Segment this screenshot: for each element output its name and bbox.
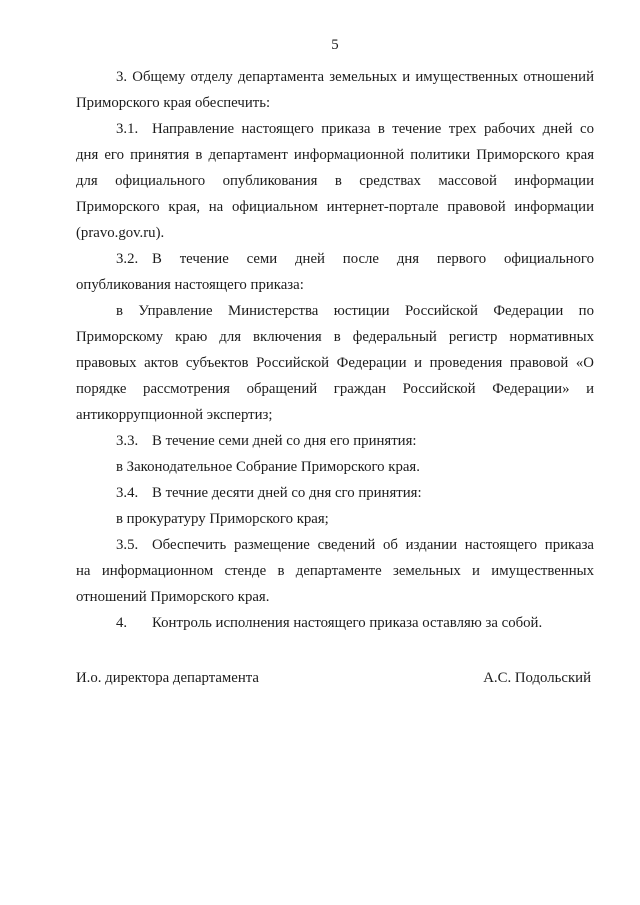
paragraph-prosecutor [76, 506, 594, 532]
text-line [76, 454, 594, 480]
signatory-name: А.С. Подольский [483, 670, 591, 686]
item-number: 3.3. [116, 433, 139, 449]
text-line [76, 116, 594, 142]
text-line [76, 298, 594, 324]
text-line [76, 532, 594, 558]
line-text: правовых актов субъектов Российской Федерации и проведения правовой «О [76, 355, 594, 371]
paragraph-3-1 [76, 116, 594, 246]
line-text: для официального опубликования в средствах массовой информации [76, 173, 594, 189]
item-number: 4. [116, 615, 128, 631]
text-line [76, 350, 594, 376]
text-line [76, 376, 594, 402]
text-line [76, 402, 594, 428]
paragraph-ministry-of-justice [76, 298, 594, 428]
text-line [76, 194, 594, 220]
paragraph-3-4 [76, 480, 594, 506]
paragraph-3-2 [76, 246, 594, 298]
line-text: Направление настоящего приказа в течение трех рабочих дней со [152, 121, 594, 137]
line-text: в Управление Министерства юстиции Российской Федерации по [116, 303, 594, 319]
document-body [76, 64, 594, 691]
text-line [76, 64, 594, 90]
line-text: В течение семи дней после дня первого официального [152, 251, 594, 267]
paragraph-3-5 [76, 532, 594, 610]
line-text: порядке рассмотрения обращений граждан Российской Федерации» и [76, 381, 594, 397]
text-line [76, 584, 594, 610]
text-line [76, 558, 594, 584]
text-line [76, 246, 594, 272]
line-text: Обеспечить размещение сведений об издании настоящего приказа [152, 537, 594, 553]
paragraph-legislative-assembly [76, 454, 594, 480]
line-text: Приморского края, на официальном интернет-портале правовой информации [76, 199, 594, 215]
text-line [76, 506, 594, 532]
line-text: Контроль исполнения настоящего приказа оставляю за собой. [152, 615, 543, 631]
item-number: 3.2. [116, 251, 139, 267]
paragraph-3-3 [76, 428, 594, 454]
text-line [76, 428, 594, 454]
item-number: 3.4. [116, 485, 139, 501]
signature-block [76, 665, 594, 691]
line-text: в прокуратуру Приморского края; [116, 511, 329, 527]
text-line [76, 272, 594, 298]
line-text: антикоррупционной экспертиз; [76, 407, 273, 423]
text-line [76, 168, 594, 194]
text-line [76, 610, 594, 636]
line-text: Приморского края обеспечить: [76, 95, 271, 111]
line-text: В течние десяти дней со дня сго принятия: [152, 485, 422, 501]
line-text: 3. Общему отделу департамента земельных и имущественных отношений [116, 69, 594, 85]
paragraph-3 [76, 64, 594, 116]
line-text: дня его принятия в департамент информационной политики Приморского края [76, 147, 594, 163]
item-number: 3.1. [116, 121, 139, 137]
text-line [76, 142, 594, 168]
line-text: отношений Приморского края. [76, 589, 270, 605]
text-line [76, 220, 594, 246]
text-line [76, 324, 594, 350]
page-number: 5 [331, 37, 339, 53]
item-number: 3.5. [116, 537, 139, 553]
line-text: Приморскому краю для включения в федеральный регистр нормативных [76, 329, 594, 345]
paragraph-4 [76, 610, 594, 636]
line-text: В течение семи дней со дня его принятия: [152, 433, 417, 449]
line-text: в Законодательное Собрание Приморского края. [116, 459, 420, 475]
signatory-position: И.о. директора департамента [76, 670, 259, 686]
text-line [76, 480, 594, 506]
line-text: на информационном стенде в департаменте земельных и имущественных [76, 563, 594, 579]
text-line [76, 90, 594, 116]
line-text: опубликования настоящего приказа: [76, 277, 304, 293]
line-text: (pravo.gov.ru). [76, 225, 165, 241]
